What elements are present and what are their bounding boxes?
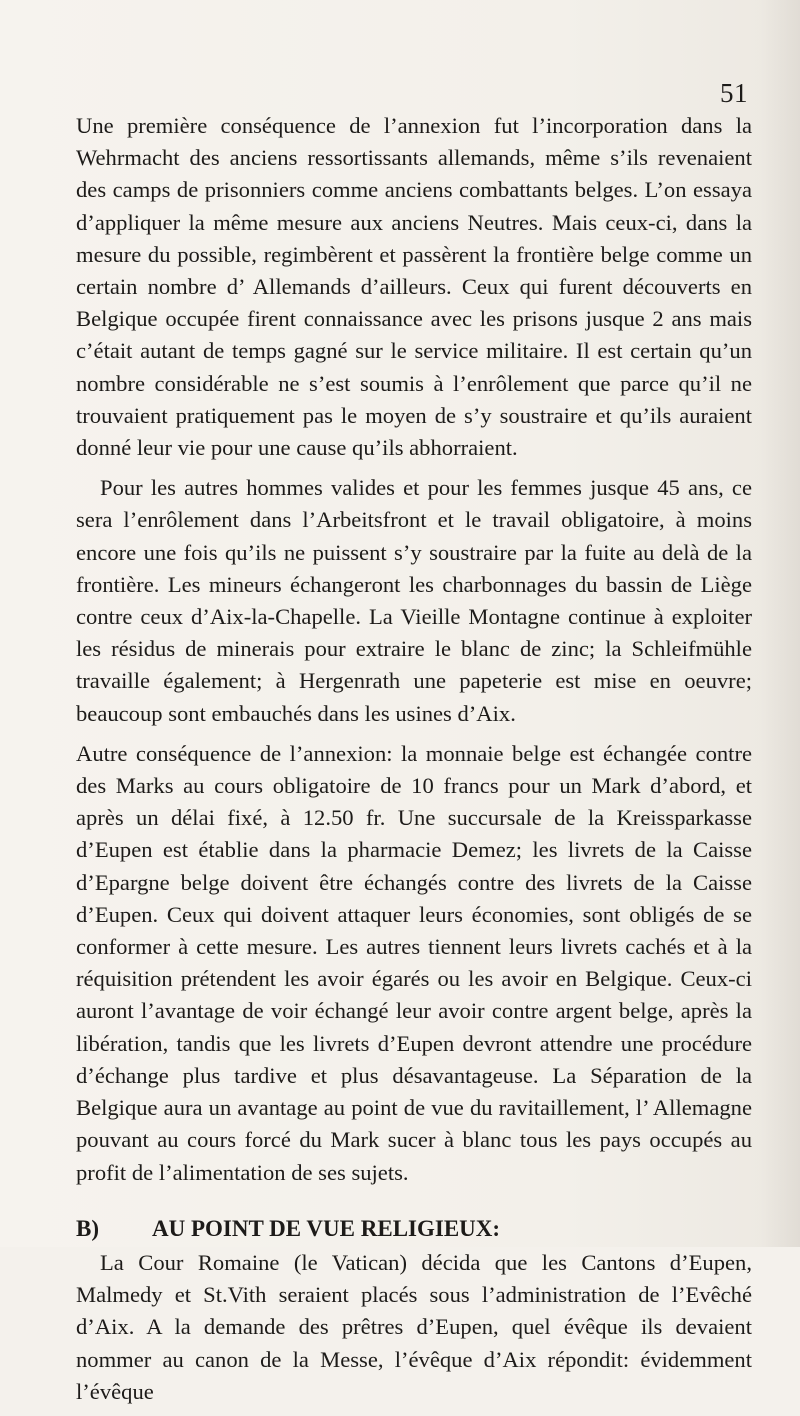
section-title: AU POINT DE VUE RELIGIEUX: <box>152 1215 501 1241</box>
page-edge-shadow <box>760 0 800 1247</box>
paragraph-annexion-wehrmacht: Une première conséquence de l’annexion fut l’incorporation dans la Wehrmacht des anciens ressortissants allemands, même s’ils revenaient des camps de prisonniers comme anciens combattants belges. L’on essaya d’appliquer la même mesure aux anciens Neutres. Mais ceux-ci, dans la mesure du possible, regimbèrent et passèrent la frontière belge comme un certain nombre d’ Allemands d’ailleurs. Ceux qui furent découverts en Belgique occupée firent connaissance avec les prisons jusque 2 ans mais c’était autant de temps gagné sur le service militaire. Il est certain qu’un nombre considérable ne s’est soumis à l’enrôlement que parce qu’il ne trouvaient pratiquement pas le moyen de s’y soustraire et qu’ils auraient donné leur vie pour une cause qu’ils abhorraient. <box>76 113 752 461</box>
body-text <box>76 110 752 1416</box>
section-heading <box>76 1213 752 1245</box>
paragraph-monnaie: Autre conséquence de l’annexion: la monnaie belge est échangée contre des Marks au cours obligatoire de 10 francs pour un Mark d’abord, et après un délai fixé, à 12.50 fr. Une succursale de la Kreissparkasse d’Eupen est établie dans la pharmacie Demez; les livrets de la Caisse d’Epargne belge doivent être échangés contre des livrets de la Caisse d’Eupen. Ceux qui doivent attaquer leurs économies, sont obligés de se conformer à cette mesure. Les autres tiennent leurs livrets cachés et à la réquisition prétendent les avoir égarés ou les avoir en Belgique. Ceux-ci auront l’avantage de voir échangé leur avoir contre argent belge, après la libération, tandis que les livrets d’Eupen devront attendre une procédure d’échange plus tardive et plus désavantageuse. La Séparation de la Belgique aura un avantage au point de vue du ravitaillement, l’ Allemagne pouvant au cours forcé du Mark sucer à blanc tous les pays occupés au profit de l’alimentation de ses sujets. <box>76 740 752 1185</box>
page-number: 51 <box>720 78 748 108</box>
paragraph-travail-obligatoire: Pour les autres hommes valides et pour les femmes jusque 45 ans, ce sera l’enrôlement dans l’Arbeitsfront et le travail obligatoire, à moins encore une fois qu’ils ne puissent s’y soustraire par la fuite au delà de la frontière. Les mineurs échangeront les charbonnages du bassin de Liège contre ceux d’Aix-la-Chapelle. La Vieille Montagne continue à exploiter les résidus de minerais pour extraire le blanc de zinc; la Schleifmühle travaille également; à Hergenrath une papeterie est mise en oeuvre; beaucoup sont embauchés dans les usines d’Aix. <box>76 475 752 726</box>
paragraph-religieux: La Cour Romaine (le Vatican) décida que les Cantons d’Eupen, Malmedy et St.Vith seraient placés sous l’administration de l’Evêché d’Aix. A la demande des prêtres d’Eupen, quel évêque ils devaient nommer au canon de la Messe, l’évêque d’Aix répondit: évidemment l’évêque <box>76 1249 752 1404</box>
section-marker: B) <box>76 1215 99 1241</box>
